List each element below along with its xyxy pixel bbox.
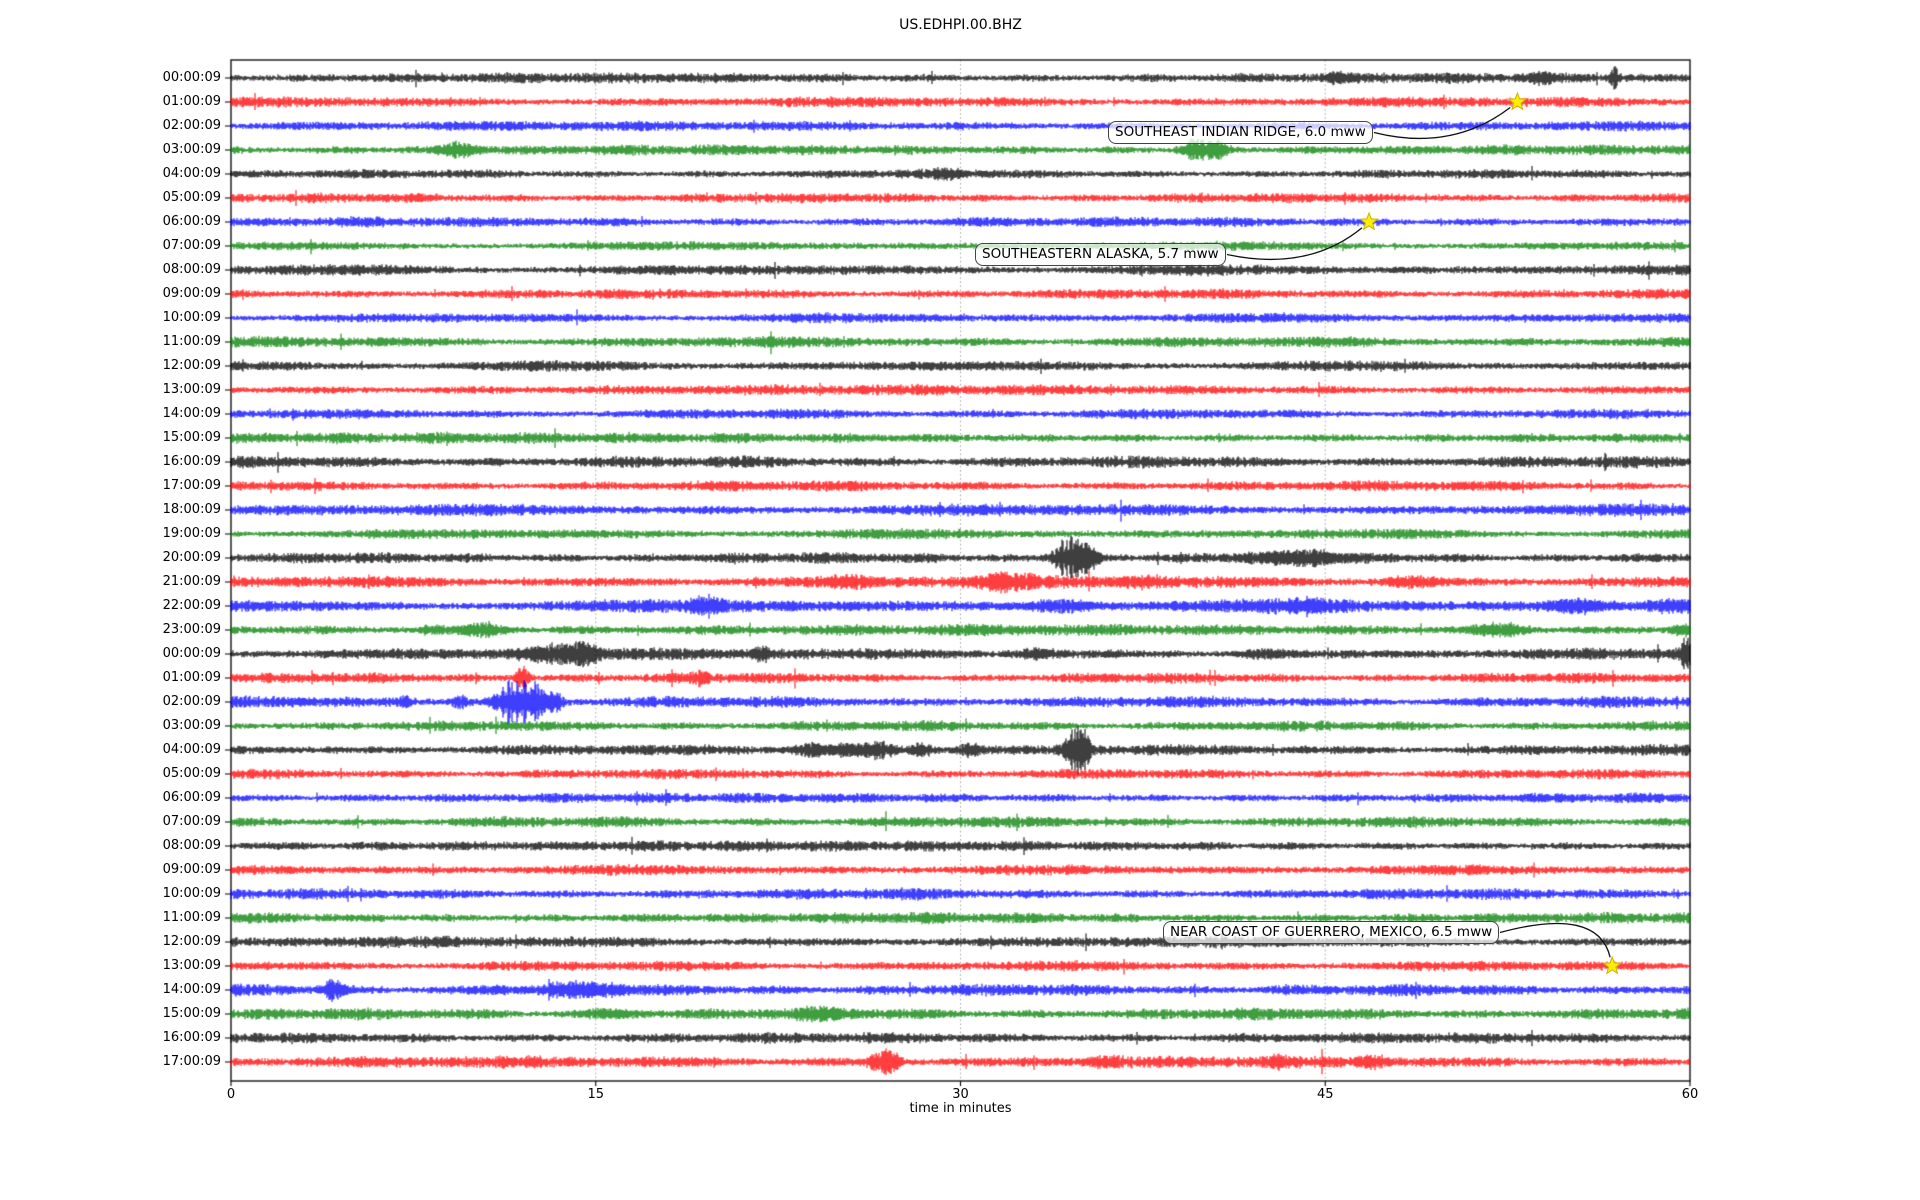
x-tick-label: 45 — [1316, 1087, 1334, 1102]
y-tick-label: 21:00:09 — [162, 574, 221, 589]
x-tick-label: 60 — [1681, 1087, 1699, 1102]
y-tick-label: 15:00:09 — [162, 1006, 221, 1021]
y-tick-label: 09:00:09 — [162, 862, 221, 877]
y-tick-label: 05:00:09 — [162, 190, 221, 205]
y-tick-label: 18:00:09 — [162, 502, 221, 517]
y-tick-label: 14:00:09 — [162, 982, 221, 997]
y-tick-label: 04:00:09 — [162, 166, 221, 181]
y-tick-label: 09:00:09 — [162, 286, 221, 301]
y-tick-label: 12:00:09 — [162, 358, 221, 373]
y-tick-label: 00:00:09 — [162, 646, 221, 661]
x-tick-label: 30 — [952, 1087, 969, 1102]
event-annotation: SOUTHEASTERN ALASKA, 5.7 mww — [975, 243, 1226, 266]
y-tick-label: 10:00:09 — [162, 886, 221, 901]
y-tick-label: 14:00:09 — [162, 406, 221, 421]
y-tick-label: 11:00:09 — [162, 910, 221, 925]
y-tick-label: 02:00:09 — [162, 694, 221, 709]
y-tick-label: 01:00:09 — [162, 94, 221, 109]
y-tick-label: 15:00:09 — [162, 430, 221, 445]
y-tick-label: 12:00:09 — [162, 934, 221, 949]
y-tick-label: 10:00:09 — [162, 310, 221, 325]
y-tick-label: 19:00:09 — [162, 526, 221, 541]
x-tick-label: 15 — [587, 1087, 605, 1102]
y-tick-label: 16:00:09 — [162, 1030, 221, 1045]
y-tick-label: 00:00:09 — [162, 70, 221, 85]
y-tick-label: 03:00:09 — [162, 718, 221, 733]
y-tick-label: 07:00:09 — [162, 238, 221, 253]
event-annotation: NEAR COAST OF GUERRERO, MEXICO, 6.5 mww — [1163, 921, 1499, 944]
y-tick-label: 22:00:09 — [162, 598, 221, 613]
y-tick-label: 13:00:09 — [162, 958, 221, 973]
chart-title: US.EDHPI.00.BHZ — [899, 17, 1022, 33]
x-tick-label: 0 — [226, 1087, 236, 1102]
y-tick-label: 06:00:09 — [162, 790, 221, 805]
y-tick-label: 03:00:09 — [162, 142, 221, 157]
y-tick-label: 11:00:09 — [162, 334, 221, 349]
y-tick-label: 01:00:09 — [162, 670, 221, 685]
y-tick-label: 05:00:09 — [162, 766, 221, 781]
y-tick-label: 17:00:09 — [162, 1054, 221, 1069]
x-axis-label: time in minutes — [909, 1101, 1012, 1116]
y-tick-label: 08:00:09 — [162, 262, 221, 277]
y-tick-label: 07:00:09 — [162, 814, 221, 829]
y-tick-label: 08:00:09 — [162, 838, 221, 853]
y-tick-label: 13:00:09 — [162, 382, 221, 397]
y-tick-label: 16:00:09 — [162, 454, 221, 469]
y-tick-label: 06:00:09 — [162, 214, 221, 229]
y-tick-label: 17:00:09 — [162, 478, 221, 493]
y-tick-label: 04:00:09 — [162, 742, 221, 757]
y-tick-label: 02:00:09 — [162, 118, 221, 133]
y-tick-label: 20:00:09 — [162, 550, 221, 565]
event-annotation: SOUTHEAST INDIAN RIDGE, 6.0 mww — [1108, 121, 1373, 144]
y-tick-label: 23:00:09 — [162, 622, 221, 637]
